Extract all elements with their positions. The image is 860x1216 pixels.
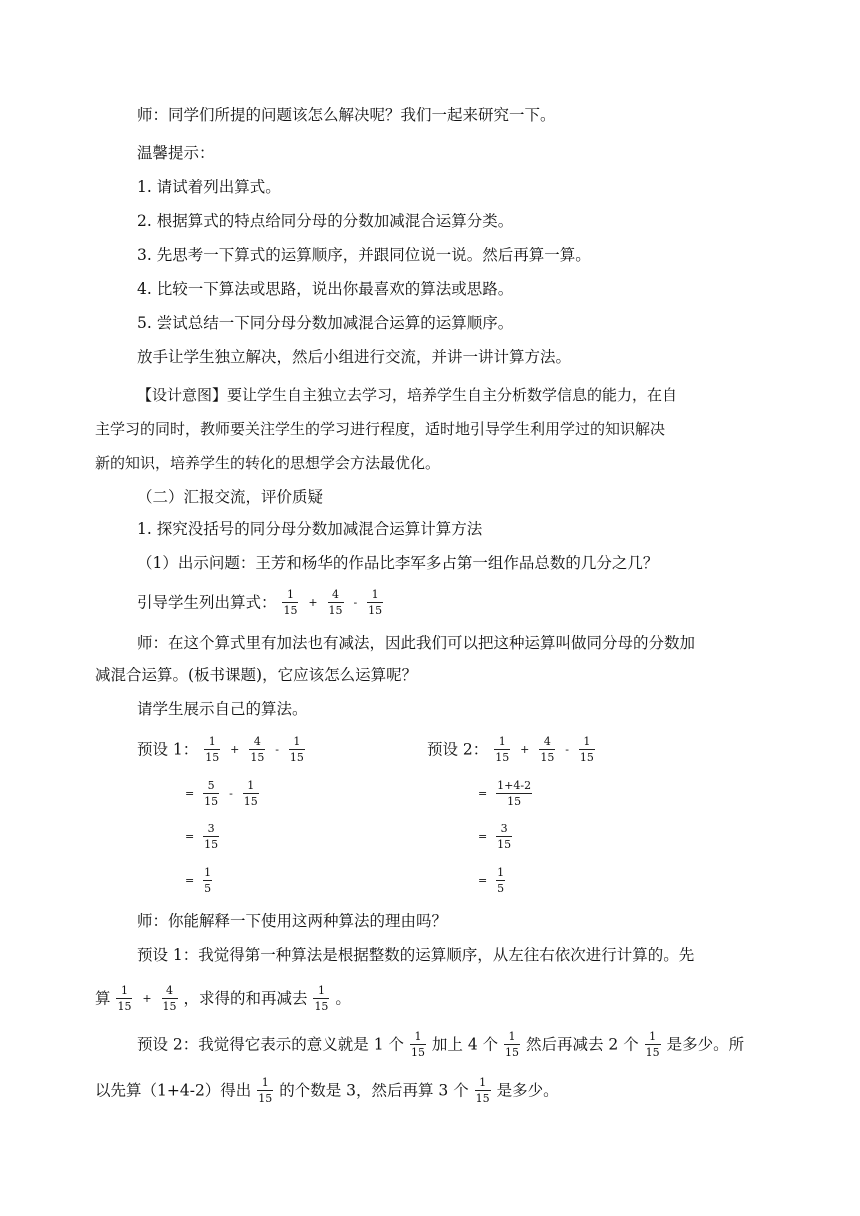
denominator: 15 [289,751,304,764]
preset-1-step-2 [185,822,220,851]
denominator: 15 [283,604,298,617]
numerator: 1 [286,588,294,601]
denominator: 15 [475,1092,490,1105]
fraction [162,984,178,1013]
equals-sign: = [185,786,195,800]
design-intent-line-3 [95,452,440,474]
fraction [243,779,259,808]
fraction-bar [475,1090,491,1091]
numerator: 4 [253,735,261,748]
fraction-bar [257,1090,273,1091]
fraction-bar [410,1044,426,1045]
fraction [539,735,555,764]
fraction [249,735,265,764]
denominator: 15 [368,604,383,617]
fraction-bar [204,749,220,750]
text: 新的知识，培养学生的转化的思想学会方法最优化。 [95,454,441,472]
numerator: 1 [293,735,301,748]
numerator: 1 [247,779,255,792]
denominator: 15 [204,838,219,851]
numerator: 5 [207,779,215,792]
design-intent-line-1 [137,384,677,406]
text: （1）出示问题：王芳和杨华的作品比李军多占第一组作品总数的几分之几？ [137,554,659,572]
fraction [282,588,298,617]
text: 算 [95,989,111,1008]
fraction-bar [328,602,344,603]
fraction [203,822,219,851]
fraction-bar [289,749,305,750]
fraction-bar [579,749,595,750]
fraction [475,1076,491,1105]
denominator: 15 [579,751,594,764]
instruction-line [137,346,571,368]
text: 预设 1：我觉得第一种算法是根据整数的运算顺序，从左往右依次进行计算的。先 [137,946,695,964]
text: 引导学生列出算式： [137,593,277,612]
equals-sign: = [478,873,488,887]
fraction [203,866,212,895]
plus-sign: + [308,595,318,609]
denominator: 15 [495,751,510,764]
minus-sign: - [353,595,358,609]
preset-2-explanation-a [137,1030,744,1059]
fraction [204,735,220,764]
subsection-heading [137,518,482,540]
fraction-bar [496,880,505,881]
fraction [367,588,383,617]
preset-2-step-1 [478,779,533,808]
preset-1-explanation-a [137,944,694,966]
fraction-bar [645,1044,661,1045]
fraction-bar [243,793,259,794]
tip-2 [137,210,513,232]
numerator: 4 [332,588,340,601]
numerator: 1 [649,1030,657,1043]
text: 是多少。所 [666,1035,745,1054]
tip-4 [137,278,513,300]
text: 以先算（1+4-2）得出 [95,1081,252,1100]
teacher-line-3 [137,910,447,932]
preset-2-explanation-b [95,1076,559,1105]
fraction [504,1030,520,1059]
numerator: 1 [508,1030,516,1043]
text: 5. 尝试总结一下同分母分数加减混合运算的运算顺序。 [137,314,514,332]
denominator: 15 [507,795,522,808]
text: 的个数是 3，然后再算 3 个 [279,1081,469,1100]
preset-1-formula [137,735,306,764]
fraction [496,822,512,851]
numerator: 1 [497,866,505,879]
equals-sign: = [478,829,488,843]
tip-3 [137,244,591,266]
numerator: 1 [261,1076,269,1089]
fraction-bar [116,998,132,999]
denominator: 15 [497,838,512,851]
preset-2-step-2 [478,822,513,851]
text: 然后再减去 2 个 [525,1035,639,1054]
text: 4. 比较一下算法或思路，说出你最喜欢的算法或思路。 [137,280,514,298]
plus-sign: + [520,742,530,756]
denominator: 15 [314,1000,329,1013]
denominator: 15 [204,795,219,808]
equals-sign: = [185,873,195,887]
numerator: 1 [414,1030,422,1043]
numerator: 1 [371,588,379,601]
denominator: 15 [162,1000,177,1013]
text: 师：同学们所提的问题该怎么解决呢？我们一起来研究一下。 [137,106,556,124]
denominator: 15 [250,751,265,764]
tip-1 [137,176,281,198]
fraction [494,735,510,764]
numerator: 1 [204,866,212,879]
numerator: 4 [166,984,174,997]
preset-1-step-1 [185,779,260,808]
text: 预设 2：我觉得它表示的意义就是 1 个 [137,1035,405,1054]
fraction-bar [203,880,212,881]
fraction-bar [249,749,265,750]
fraction-bar [282,602,298,603]
text: 温馨提示： [137,144,215,162]
numerator: 1 [498,735,506,748]
fraction-bar [539,749,555,750]
fraction [116,984,132,1013]
fraction [203,779,219,808]
teacher-line-2a [137,632,695,654]
denominator: 15 [505,1046,520,1059]
numerator: 1 [208,735,216,748]
text: 请学生展示自己的算法。 [137,700,308,718]
fraction-bar [496,793,532,794]
denominator: 15 [117,1000,132,1013]
fraction-bar [494,749,510,750]
plus-sign: + [142,991,152,1005]
fraction [328,588,344,617]
fraction-bar [367,602,383,603]
numerator: 1 [479,1076,487,1089]
denominator: 15 [258,1092,273,1105]
text: 是多少。 [496,1081,559,1100]
numerator: 1 [120,984,128,997]
text: 。 [335,989,351,1008]
fraction [496,866,505,895]
fraction-bar [203,793,219,794]
numerator: 1 [317,984,325,997]
formula-intro [137,588,384,617]
tip-5 [137,312,513,334]
numerator: 3 [207,822,215,835]
preset-1-step-3 [185,866,213,895]
denominator: 15 [205,751,220,764]
text: 1. 探究没括号的同分母分数加减混合运算计算方法 [137,520,483,538]
fraction [579,735,595,764]
text: 减混合运算。(板书课题)，它应该怎么运算呢？ [95,666,418,684]
denominator: 15 [410,1046,425,1059]
numerator: 3 [500,822,508,835]
teacher-line-1 [137,104,556,126]
preset-2-formula [427,735,596,764]
denominator: 5 [497,882,505,895]
preset-1-explanation-b [95,984,351,1013]
text: 放手让学生独立解决，然后小组进行交流，并讲一讲计算方法。 [137,348,572,366]
fraction-bar [496,836,512,837]
denominator: 15 [243,795,258,808]
text: ，求得的和再减去 [183,989,308,1008]
denominator: 15 [645,1046,660,1059]
design-intent-line-2 [95,418,665,440]
fraction-bar [313,998,329,999]
fraction [496,779,532,808]
preset-2-step-3 [478,866,506,895]
equals-sign: = [478,786,488,800]
minus-sign: - [565,742,569,756]
numerator: 1 [583,735,591,748]
text: 师：在这个算式里有加法也有减法，因此我们可以把这种运算叫做同分母的分数加 [137,634,696,652]
preset-2-label: 预设 2： [427,740,489,759]
fraction-bar [162,998,178,999]
student-prompt [137,698,308,720]
text: 2. 根据算式的特点给同分母的分数加减混合运算分类。 [137,212,514,230]
minus-sign: - [275,742,279,756]
denominator: 15 [540,751,555,764]
text: （二）汇报交流，评价质疑 [137,488,324,506]
teacher-line-2b [95,664,417,686]
problem-statement [137,552,658,574]
text: 1. 请试着列出算式。 [137,178,281,196]
tips-heading [137,142,215,164]
equals-sign: = [185,829,195,843]
fraction [645,1030,661,1059]
text: 【设计意图】要让学生自主独立去学习，培养学生自主分析数学信息的能力，在自 [137,386,678,404]
fraction [289,735,305,764]
fraction [410,1030,426,1059]
section-heading [137,486,323,508]
fraction [257,1076,273,1105]
denominator: 15 [328,604,343,617]
numerator: 1+4-2 [497,779,532,792]
minus-sign: - [229,786,233,800]
text: 主学习的同时，教师要关注学生的学习进行程度，适时地引导学生利用学过的知识解决 [95,420,666,438]
preset-1-label: 预设 1： [137,740,199,759]
numerator: 4 [543,735,551,748]
denominator: 5 [204,882,212,895]
text: 3. 先思考一下算式的运算顺序，并跟同位说一说。然后再算一算。 [137,246,591,264]
text: 加上 4 个 [431,1035,499,1054]
plus-sign: + [230,742,240,756]
text: 师：你能解释一下使用这两种算法的理由吗？ [137,912,448,930]
fraction [313,984,329,1013]
fraction-bar [203,836,219,837]
fraction-bar [504,1044,520,1045]
